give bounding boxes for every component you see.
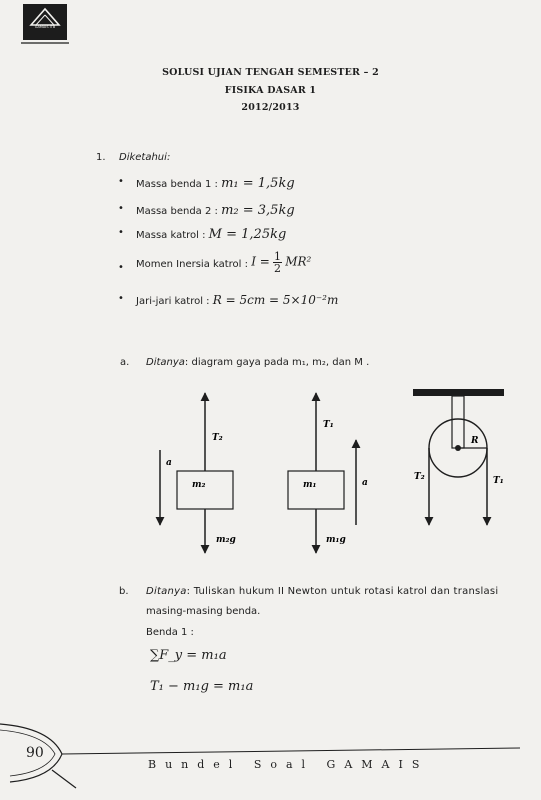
given-formula: m₂ = 3,5kg bbox=[221, 203, 295, 218]
given-formula-rhs: MR² bbox=[285, 254, 312, 269]
block-m2-label: m₂ bbox=[192, 480, 206, 490]
document-subtitle: FISIKA DASAR 1 bbox=[224, 85, 317, 96]
t2-label: T₂ bbox=[212, 433, 223, 443]
given-label: Massa benda 2 : bbox=[136, 206, 218, 217]
part-a-text bbox=[146, 357, 369, 368]
given-formula: R = 5cm = 5×10⁻²m bbox=[212, 293, 339, 307]
question-number: 1. bbox=[96, 152, 106, 163]
given-label: Massa benda 1 : bbox=[136, 179, 218, 190]
document-year: 2012/2013 bbox=[241, 102, 300, 113]
block-m1-label: m₁ bbox=[303, 480, 317, 490]
given-item-3 bbox=[118, 227, 287, 242]
weight-m2-label: m₂g bbox=[216, 535, 236, 545]
fraction-denominator: 2 bbox=[274, 262, 281, 275]
bullet-icon: • bbox=[118, 262, 124, 273]
given-label: Jari-jari katrol : bbox=[136, 296, 210, 307]
given-formula-lhs: I = bbox=[251, 254, 270, 269]
gamais-logo bbox=[21, 3, 69, 45]
given-item-5 bbox=[118, 293, 339, 307]
footer-title: Bundel Soal GAMAIS bbox=[148, 758, 429, 771]
force-diagram bbox=[140, 385, 520, 560]
pulley-t1-label: T₁ bbox=[493, 476, 504, 486]
part-b-text bbox=[146, 586, 511, 597]
t1-label: T₁ bbox=[323, 420, 334, 430]
given-label: Momen Inersia katrol : bbox=[136, 258, 249, 270]
bullet-icon: • bbox=[118, 203, 124, 214]
part-a-question: : diagram gaya pada m₁, m₂, dan M . bbox=[184, 357, 370, 368]
accel-label-2: a bbox=[362, 478, 368, 488]
fraction bbox=[273, 251, 282, 274]
part-b-question-line2: masing-masing benda. bbox=[146, 606, 261, 617]
block-m1 bbox=[288, 471, 344, 509]
weight-m1-label: m₁g bbox=[326, 535, 346, 545]
given-formula: M = 1,25kg bbox=[208, 227, 287, 242]
ceiling bbox=[413, 389, 504, 396]
part-b-question-line1: : Tuliskan hukum II Newton untuk rotasi katrol dan translasi bbox=[186, 586, 499, 597]
ditanya-label: Ditanya bbox=[146, 357, 185, 368]
equation-newton-block1: T₁ − m₁g = m₁a bbox=[150, 679, 254, 694]
gamais-logo-icon bbox=[21, 3, 69, 45]
part-b-letter: b. bbox=[119, 586, 129, 597]
given-item-4 bbox=[118, 250, 312, 275]
equation-sum-forces: ∑F_y = m₁a bbox=[150, 648, 227, 663]
document-title: SOLUSI UJIAN TENGAH SEMESTER – 2 bbox=[162, 67, 379, 78]
pulley-t2-label: T₂ bbox=[414, 472, 425, 482]
given-formula: m₁ = 1,5kg bbox=[221, 176, 295, 191]
diketahui-label bbox=[119, 152, 170, 163]
accel-label: a bbox=[166, 458, 172, 468]
diketahui-text: Diketahui bbox=[119, 152, 167, 163]
bullet-icon: • bbox=[118, 293, 124, 304]
diketahui-colon: : bbox=[166, 152, 171, 163]
given-label: Massa katrol : bbox=[136, 230, 206, 241]
page-number: 90 bbox=[26, 745, 44, 761]
logo-text: GAMAIS ITB bbox=[34, 25, 56, 29]
given-item-2 bbox=[118, 203, 295, 218]
fraction-numerator: 1 bbox=[274, 250, 281, 263]
benda-1-label: Benda 1 : bbox=[146, 627, 194, 638]
given-item-1 bbox=[118, 176, 295, 191]
pulley-r-label: R bbox=[471, 436, 479, 446]
part-a-letter: a. bbox=[120, 357, 130, 368]
ditanya-label: Ditanya bbox=[146, 586, 187, 597]
bullet-icon: • bbox=[118, 227, 124, 238]
pulley-mount bbox=[452, 396, 464, 448]
block-m2 bbox=[177, 471, 233, 509]
bullet-icon: • bbox=[118, 176, 124, 187]
